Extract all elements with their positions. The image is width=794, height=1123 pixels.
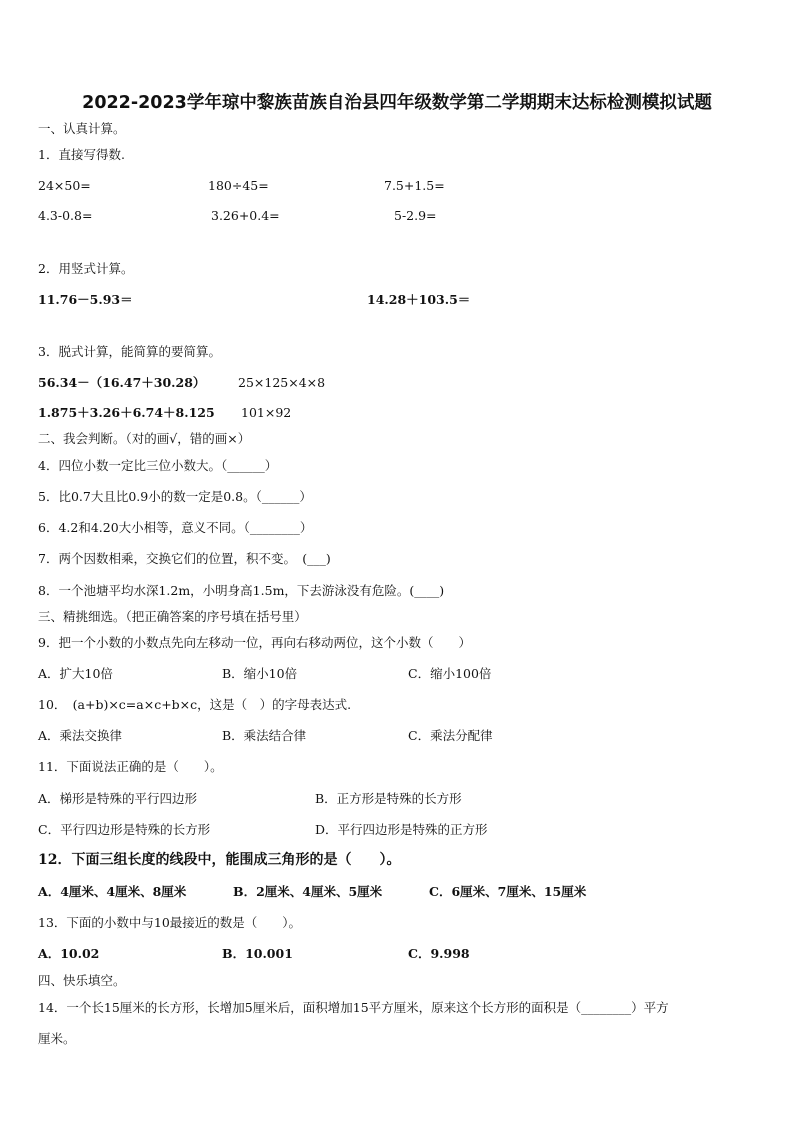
section-heading-3: 三、精挑细选。（把正确答案的序号填在括号里） xyxy=(38,609,307,624)
question-6: 6．4.2和4.20大小相等，意义不同。（________） xyxy=(38,520,313,535)
q10-option-a: A．乘法交换律 xyxy=(38,728,123,743)
q12-option-c: C．6厘米、7厘米、15厘米 xyxy=(429,884,587,899)
q1-item-6: 5-2.9= xyxy=(394,208,437,223)
question-1-stem: 1．直接写得数. xyxy=(38,147,125,162)
q12-option-b: B．2厘米、4厘米、5厘米 xyxy=(233,884,383,899)
question-13-stem: 13．下面的小数中与10最接近的数是（ ）。 xyxy=(38,915,302,930)
question-3-stem: 3．脱式计算，能简算的要简算。 xyxy=(38,344,221,359)
q11-option-b: B．正方形是特殊的长方形 xyxy=(315,791,462,806)
q1-item-2: 180÷45= xyxy=(208,178,269,193)
question-8: 8．一个池塘平均水深1.2m，小明身高1.5m，下去游泳没有危险。(____) xyxy=(38,583,445,598)
q10-option-c: C．乘法分配律 xyxy=(408,728,493,743)
question-5: 5．比0.7大且比0.9小的数一定是0.8。（______） xyxy=(38,489,312,504)
q10-option-b: B．乘法结合律 xyxy=(222,728,307,743)
q13-option-a: A．10.02 xyxy=(38,946,100,961)
q12-option-a: A．4厘米、4厘米、8厘米 xyxy=(38,884,187,899)
section-heading-2: 二、我会判断。（对的画√，错的画×） xyxy=(38,431,251,446)
question-2-stem: 2．用竖式计算。 xyxy=(38,261,134,276)
question-10-stem: 10． (a+b)×c=a×c+b×c，这是（ ）的字母表达式. xyxy=(38,697,352,712)
q1-item-4: 4.3-0.8= xyxy=(38,208,93,223)
q9-option-a: A．扩大10倍 xyxy=(38,666,113,681)
q2-item-1: 11.76－5.93＝ xyxy=(38,292,133,307)
question-14-line-1: 14．一个长15厘米的长方形，长增加5厘米后，面积增加15平方厘米，原来这个长方形的面积是（________）平方 xyxy=(38,1000,669,1015)
q3-item-1: 56.34－（16.47＋30.28） xyxy=(38,375,206,390)
q1-item-5: 3.26+0.4= xyxy=(211,208,280,223)
question-12-stem: 12．下面三组长度的线段中，能围成三角形的是（ ）。 xyxy=(38,852,401,868)
q1-item-3: 7.5+1.5= xyxy=(384,178,445,193)
page-title: 2022-2023学年琼中黎族苗族自治县四年级数学第二学期期末达标检测模拟试题 xyxy=(82,93,712,113)
q3-item-3: 1.875＋3.26＋6.74＋8.125 xyxy=(38,405,215,420)
q9-option-b: B．缩小10倍 xyxy=(222,666,298,681)
section-heading-1: 一、认真计算。 xyxy=(38,121,126,136)
question-9-stem: 9．把一个小数的小数点先向左移动一位，再向右移动两位，这个小数（ ） xyxy=(38,635,471,650)
question-14-line-2: 厘米。 xyxy=(38,1031,76,1046)
q9-option-c: C．缩小100倍 xyxy=(408,666,492,681)
q1-item-1: 24×50= xyxy=(38,178,91,193)
q13-option-b: B．10.001 xyxy=(222,946,293,961)
q13-option-c: C．9.998 xyxy=(408,946,470,961)
question-4: 4．四位小数一定比三位小数大。（______） xyxy=(38,458,278,473)
q2-item-2: 14.28＋103.5＝ xyxy=(367,292,471,307)
section-heading-4: 四、快乐填空。 xyxy=(38,973,126,988)
question-11-stem: 11．下面说法正确的是（ ）。 xyxy=(38,759,223,774)
q3-item-4: 101×92 xyxy=(241,405,292,420)
question-7: 7．两个因数相乘，交换它们的位置，积不变。 (___) xyxy=(38,551,331,566)
q11-option-a: A．梯形是特殊的平行四边形 xyxy=(38,791,198,806)
q3-item-2: 25×125×4×8 xyxy=(238,375,326,390)
q11-option-d: D．平行四边形是特殊的正方形 xyxy=(315,822,488,837)
q11-option-c: C．平行四边形是特殊的长方形 xyxy=(38,822,211,837)
